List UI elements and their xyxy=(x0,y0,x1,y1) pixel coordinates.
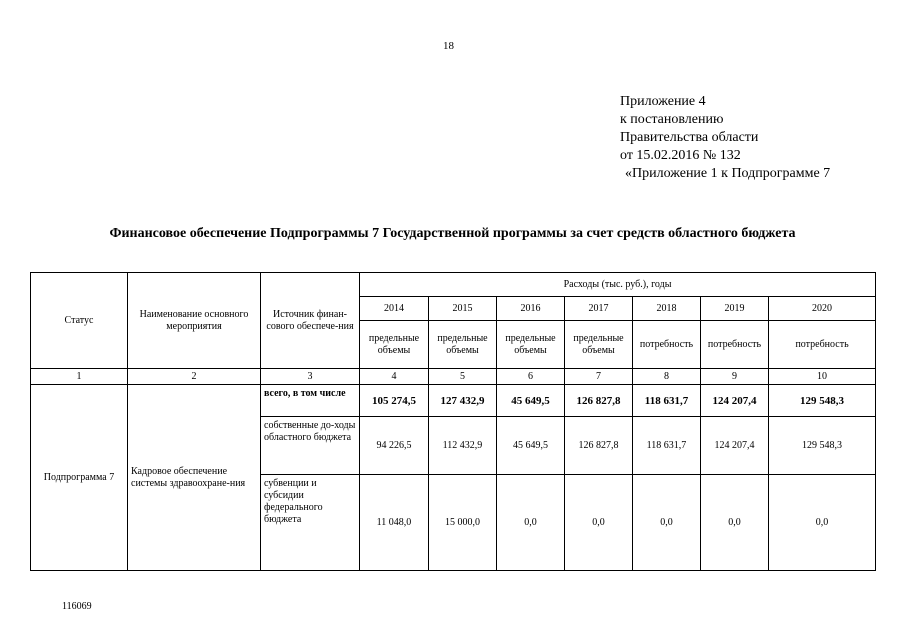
header-year: 2016 xyxy=(497,297,565,321)
value-cell: 118 631,7 xyxy=(633,417,701,475)
value-cell: 112 432,9 xyxy=(429,417,497,475)
header-volume-type: потребность xyxy=(633,321,701,369)
header-year: 2015 xyxy=(429,297,497,321)
value-cell: 127 432,9 xyxy=(429,385,497,417)
page-number: 18 xyxy=(443,40,454,52)
event-name-cell: Кадровое обеспечение системы здравоохране-ния xyxy=(128,385,261,571)
value-cell: 0,0 xyxy=(633,475,701,571)
value-cell: 129 548,3 xyxy=(769,385,876,417)
footer-code: 116069 xyxy=(62,601,92,612)
column-number: 9 xyxy=(701,369,769,385)
header-expenses: Расходы (тыс. руб.), годы xyxy=(360,273,876,297)
value-cell: 124 207,4 xyxy=(701,417,769,475)
value-cell: 129 548,3 xyxy=(769,417,876,475)
header-year: 2017 xyxy=(565,297,633,321)
value-cell: 45 649,5 xyxy=(497,417,565,475)
column-number: 8 xyxy=(633,369,701,385)
annex-block xyxy=(620,93,830,183)
column-number: 3 xyxy=(261,369,360,385)
source-cell: всего, в том числе xyxy=(261,385,360,417)
header-volume-type: потребность xyxy=(769,321,876,369)
table-row xyxy=(31,385,876,417)
value-cell: 126 827,8 xyxy=(565,385,633,417)
value-cell: 15 000,0 xyxy=(429,475,497,571)
financing-table xyxy=(30,272,876,571)
column-number: 4 xyxy=(360,369,429,385)
annex-line: от 15.02.2016 № 132 xyxy=(620,148,741,163)
value-cell: 0,0 xyxy=(565,475,633,571)
value-cell: 0,0 xyxy=(701,475,769,571)
header-volume-type: предельные объемы xyxy=(360,321,429,369)
value-cell: 118 631,7 xyxy=(633,385,701,417)
column-number: 1 xyxy=(31,369,128,385)
source-cell: субвенции и субсидии федерального бюджета xyxy=(261,475,360,571)
column-number: 7 xyxy=(565,369,633,385)
header-event: Наименование основного мероприятия xyxy=(128,273,261,369)
value-cell: 0,0 xyxy=(769,475,876,571)
header-volume-type: потребность xyxy=(701,321,769,369)
annex-line: Приложение 4 xyxy=(620,94,706,109)
annex-line: «Приложение 1 к Подпрограмме 7 xyxy=(625,166,831,181)
column-number: 2 xyxy=(128,369,261,385)
annex-line: Правительства области xyxy=(620,130,759,145)
header-year: 2020 xyxy=(769,297,876,321)
column-number: 10 xyxy=(769,369,876,385)
header-volume-type: предельные объемы xyxy=(565,321,633,369)
column-number: 6 xyxy=(497,369,565,385)
value-cell: 11 048,0 xyxy=(360,475,429,571)
value-cell: 126 827,8 xyxy=(565,417,633,475)
header-year: 2014 xyxy=(360,297,429,321)
value-cell: 0,0 xyxy=(497,475,565,571)
header-year: 2018 xyxy=(633,297,701,321)
value-cell: 45 649,5 xyxy=(497,385,565,417)
annex-line: к постановлению xyxy=(620,112,724,127)
column-number: 5 xyxy=(429,369,497,385)
header-volume-type: предельные объемы xyxy=(497,321,565,369)
source-cell: собственные до-ходы областного бюджета xyxy=(261,417,360,475)
header-volume-type: предельные объемы xyxy=(429,321,497,369)
value-cell: 124 207,4 xyxy=(701,385,769,417)
value-cell: 94 226,5 xyxy=(360,417,429,475)
status-cell: Подпрограмма 7 xyxy=(31,385,128,571)
header-source: Источник финан-сового обеспече-ния xyxy=(261,273,360,369)
value-cell: 105 274,5 xyxy=(360,385,429,417)
header-year: 2019 xyxy=(701,297,769,321)
header-status: Статус xyxy=(31,273,128,369)
document-title: Финансовое обеспечение Подпрограммы 7 Государственной программы за счет средств областного бюджета xyxy=(109,226,796,241)
